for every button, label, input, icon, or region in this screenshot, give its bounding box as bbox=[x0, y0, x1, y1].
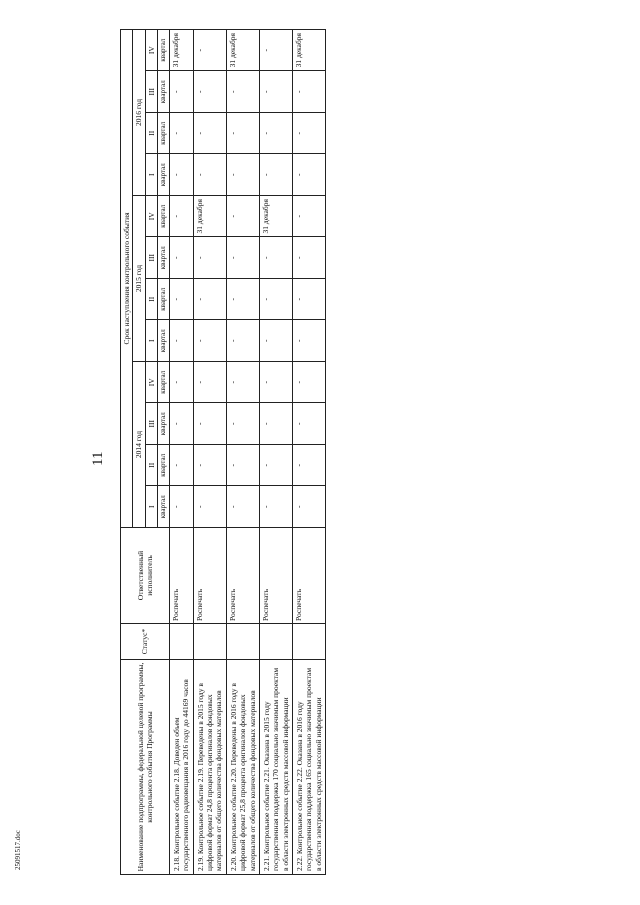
quarter-cell: - bbox=[259, 154, 292, 196]
event-name-cell: 2.20. Контрольное событие 2.20. Переведены в 2016 году в цифровой формат 25,8 процента оригиналов фондовых материалов от общего количества фондовых материалов bbox=[226, 660, 259, 875]
quarter-label: квартал bbox=[158, 71, 170, 113]
quarter-number: I bbox=[145, 486, 157, 528]
event-name-cell: 2.18. Контрольное событие 2.18. Доведен объем государственного радиовещания в 2016 году до 44169 часов bbox=[169, 660, 193, 875]
header-deadline: Срок наступления контрольного события bbox=[121, 29, 133, 527]
status-cell bbox=[169, 624, 193, 660]
quarter-cell: - bbox=[193, 29, 226, 71]
header-year: 2016 год bbox=[133, 29, 145, 195]
quarter-number: I bbox=[145, 320, 157, 362]
quarter-cell: - bbox=[226, 71, 259, 113]
quarter-cell: - bbox=[193, 403, 226, 445]
table-body bbox=[169, 29, 325, 874]
quarter-cell: - bbox=[293, 362, 326, 404]
quarter-cell: - bbox=[193, 320, 226, 362]
quarter-cell: - bbox=[169, 154, 193, 196]
status-cell bbox=[293, 624, 326, 660]
quarter-cell: - bbox=[293, 403, 326, 445]
quarter-cell: - bbox=[226, 486, 259, 528]
responsible-cell: Роспечать bbox=[226, 528, 259, 624]
quarter-cell: - bbox=[169, 279, 193, 321]
quarter-cell: - bbox=[293, 279, 326, 321]
quarter-cell: - bbox=[259, 362, 292, 404]
quarter-cell: - bbox=[259, 237, 292, 279]
quarter-cell: - bbox=[226, 279, 259, 321]
quarter-cell: - bbox=[226, 113, 259, 155]
quarter-cell: - bbox=[193, 71, 226, 113]
quarter-cell: - bbox=[293, 320, 326, 362]
quarter-cell: - bbox=[293, 71, 326, 113]
quarter-cell: - bbox=[193, 113, 226, 155]
quarter-label: квартал bbox=[158, 113, 170, 155]
quarter-cell: 31 декабря bbox=[169, 29, 193, 71]
quarter-cell: - bbox=[169, 71, 193, 113]
quarter-cell: 31 декабря bbox=[293, 29, 326, 71]
quarter-cell: - bbox=[193, 279, 226, 321]
table-row bbox=[259, 29, 292, 874]
quarter-label: квартал bbox=[158, 196, 170, 238]
quarter-number: II bbox=[145, 113, 157, 155]
header-status: Статус* bbox=[121, 624, 170, 660]
quarter-number: IV bbox=[145, 362, 157, 404]
quarter-cell: - bbox=[259, 445, 292, 487]
quarter-label: квартал bbox=[158, 403, 170, 445]
header-year: 2015 год bbox=[133, 196, 145, 362]
quarter-label: квартал bbox=[158, 445, 170, 487]
status-cell bbox=[226, 624, 259, 660]
status-cell bbox=[193, 624, 226, 660]
quarter-cell: - bbox=[193, 486, 226, 528]
quarter-cell: - bbox=[293, 445, 326, 487]
quarter-cell: 31 декабря bbox=[193, 196, 226, 238]
header-year: 2014 год bbox=[133, 362, 145, 528]
quarter-number: II bbox=[145, 279, 157, 321]
table-row bbox=[193, 29, 226, 874]
quarter-label: квартал bbox=[158, 237, 170, 279]
quarter-cell: - bbox=[226, 154, 259, 196]
quarter-cell: - bbox=[193, 154, 226, 196]
quarter-cell: - bbox=[259, 279, 292, 321]
quarter-cell: - bbox=[226, 445, 259, 487]
table-row bbox=[293, 29, 326, 874]
quarter-cell: - bbox=[293, 113, 326, 155]
quarter-cell: - bbox=[226, 362, 259, 404]
responsible-cell: Роспечать bbox=[169, 528, 193, 624]
quarter-label: квартал bbox=[158, 279, 170, 321]
quarter-cell: 31 декабря bbox=[226, 29, 259, 71]
quarter-cell: - bbox=[169, 486, 193, 528]
quarter-cell: - bbox=[193, 445, 226, 487]
responsible-cell: Роспечать bbox=[293, 528, 326, 624]
quarter-cell: - bbox=[293, 154, 326, 196]
table-row bbox=[169, 29, 193, 874]
quarter-label: квартал bbox=[158, 486, 170, 528]
header-responsible: Ответственный исполнитель bbox=[121, 528, 170, 624]
quarter-cell: - bbox=[226, 237, 259, 279]
quarter-cell: - bbox=[169, 445, 193, 487]
status-cell bbox=[259, 624, 292, 660]
quarter-cell: - bbox=[226, 320, 259, 362]
quarter-number: IV bbox=[145, 29, 157, 71]
quarter-cell: - bbox=[169, 320, 193, 362]
quarter-cell: - bbox=[193, 237, 226, 279]
footer-filename: 25091517.doc bbox=[14, 830, 22, 870]
control-events-table bbox=[120, 29, 326, 875]
quarter-label: квартал bbox=[158, 154, 170, 196]
event-name-cell: 2.19. Контрольное событие 2.19. Переведены в 2015 году в цифровой формат 24,8 процента оригиналов фондовых материалов от общего количества фондовых материалов bbox=[193, 660, 226, 875]
quarter-number: III bbox=[145, 71, 157, 113]
quarter-cell: - bbox=[293, 237, 326, 279]
event-name-cell: 2.22. Контрольное событие 2.22. Оказана в 2016 году государственная поддержка 165 социально значимым проектам в области электронных средств массовой информации bbox=[293, 660, 326, 875]
quarter-cell: - bbox=[259, 486, 292, 528]
quarter-cell: - bbox=[259, 403, 292, 445]
document-page-rotated bbox=[90, 30, 472, 875]
quarter-cell: - bbox=[293, 196, 326, 238]
quarter-cell: - bbox=[169, 196, 193, 238]
quarter-number: I bbox=[145, 154, 157, 196]
responsible-cell: Роспечать bbox=[193, 528, 226, 624]
quarter-cell: - bbox=[226, 403, 259, 445]
page-number: 11 bbox=[90, 451, 106, 466]
quarter-number: III bbox=[145, 237, 157, 279]
quarter-cell: - bbox=[259, 320, 292, 362]
quarter-number: III bbox=[145, 403, 157, 445]
table-row bbox=[226, 29, 259, 874]
quarter-cell: - bbox=[169, 113, 193, 155]
header-name: Наименование подпрограммы, федеральной целевой программы, контрольного события Программы bbox=[121, 660, 170, 875]
quarter-cell: - bbox=[259, 113, 292, 155]
quarter-cell: - bbox=[169, 362, 193, 404]
quarter-label: квартал bbox=[158, 320, 170, 362]
quarter-label: квартал bbox=[158, 362, 170, 404]
quarter-cell: - bbox=[226, 196, 259, 238]
event-name-cell: 2.21. Контрольное событие 2.21. Оказана в 2015 году государственная поддержка 170 социально значимым проектам в области электронных средств массовой информации bbox=[259, 660, 292, 875]
quarter-number: II bbox=[145, 445, 157, 487]
quarter-cell: - bbox=[169, 403, 193, 445]
quarter-cell: - bbox=[259, 71, 292, 113]
quarter-label: квартал bbox=[158, 29, 170, 71]
quarter-cell: - bbox=[193, 362, 226, 404]
quarter-number: IV bbox=[145, 196, 157, 238]
quarter-cell: - bbox=[259, 29, 292, 71]
quarter-cell: 31 декабря bbox=[259, 196, 292, 238]
quarter-cell: - bbox=[293, 486, 326, 528]
quarter-cell: - bbox=[169, 237, 193, 279]
responsible-cell: Роспечать bbox=[259, 528, 292, 624]
